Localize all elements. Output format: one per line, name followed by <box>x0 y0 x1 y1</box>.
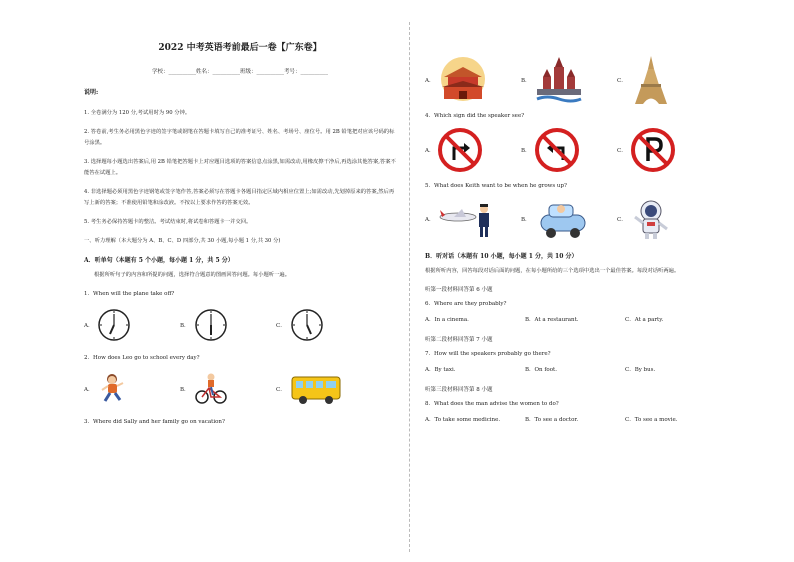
question-5: 5．What does Keith want to be when he grows up? <box>425 183 567 189</box>
q4-option-b[interactable] <box>521 128 617 172</box>
exam-title: 2022 中考英语考前最后一卷【广东卷】 <box>158 43 322 53</box>
q6-option-b[interactable]: B．At a restaurant. <box>525 317 579 323</box>
clock-icon <box>194 308 228 342</box>
dialog-2-label: 听第二段材料回答第 7 小题 <box>425 337 493 343</box>
note-5: 5. 考生务必保持答题卡的整洁。考试结束时,将试卷和答题卡一并交回。 <box>84 219 252 225</box>
no-parking-icon <box>631 128 675 172</box>
note-1: 1. 全卷满分为 120 分,考试用时为 90 分钟。 <box>84 110 191 116</box>
school-bus-icon <box>290 372 342 406</box>
option-letter: B． <box>180 323 190 329</box>
part-b-heading: B．听对话（本题有 10 小题，每小题 1 分，共 10 分） <box>425 253 578 260</box>
q7-option-c[interactable]: C．By bus. <box>625 367 656 373</box>
question-7: 7．How will the speakers probably go there? <box>425 351 551 357</box>
astronaut-icon <box>631 197 675 241</box>
q4-options <box>425 125 745 175</box>
boy-running-icon <box>97 372 127 406</box>
note-4: 4. 非选择题必须用黑色字迹钢笔或签字笔作答,答案必须写在答题卡各题目指定区域内相应位置上;如需改动,先划掉原来的答案,然后再写上新的答案；不准使用铅笔和涂改液。不按以上要求作答的答案无效。 <box>84 189 395 206</box>
q7-options <box>425 365 745 373</box>
q2-option-b[interactable] <box>180 372 276 406</box>
option-letter: B． <box>521 148 531 154</box>
option-letter: B． <box>521 217 531 223</box>
option-letter: C． <box>276 387 286 393</box>
note-3: 3. 选择题每小题选出答案后,用 2B 铅笔把答题卡上对应题目选项的答案信息点涂黑,如需改动,用橡皮擦干净后,再选涂其他答案,答案不能答在试题上。 <box>84 159 396 176</box>
option-letter: B． <box>180 387 190 393</box>
dialog-3-label: 听第三段材料回答第 8 小题 <box>425 387 493 393</box>
q1-options <box>84 303 396 347</box>
q6-option-a[interactable]: A．In a cinema. <box>425 317 469 323</box>
question-2: 2．How does Leo go to school every day? <box>84 355 200 361</box>
q2-option-a[interactable] <box>84 372 180 406</box>
boy-bicycle-icon <box>194 372 228 406</box>
q8-options <box>425 415 745 423</box>
option-letter: C． <box>276 323 286 329</box>
q7-option-b[interactable]: B．On foot. <box>525 367 557 373</box>
part-a-heading: A．听单句（本题有 5 个小题，每小题 1 分，共 5 分） <box>84 257 234 264</box>
q6-option-c[interactable]: C．At a party. <box>625 317 664 323</box>
student-info-line: 学校：__________姓名：__________班级：__________考号：__________ <box>151 69 328 75</box>
question-1: 1．When will the plane take off? <box>84 291 175 297</box>
q4-option-a[interactable] <box>425 128 521 172</box>
part-b-instruction: 根据所听内容，回答每段对话后面的问题，在每小题所给的三个选项中选出一个最佳答案。每段对话听两遍。 <box>425 268 680 274</box>
q1-option-b[interactable] <box>180 308 276 342</box>
cartoon-car-icon <box>535 197 591 241</box>
q8-option-c[interactable]: C．To see a movie. <box>625 417 678 423</box>
q3-option-c[interactable] <box>617 55 713 105</box>
q7-option-a[interactable]: A．By taxi. <box>425 367 456 373</box>
q8-option-a[interactable]: A．To take some medicine. <box>425 417 501 423</box>
clock-icon <box>290 308 324 342</box>
question-6: 6．Where are they probably? <box>425 301 507 307</box>
no-right-turn-icon <box>438 128 482 172</box>
option-letter: C． <box>617 78 627 84</box>
option-letter: A． <box>425 148 435 154</box>
q1-option-a[interactable] <box>84 308 180 342</box>
q3-options <box>425 55 745 105</box>
q1-option-c[interactable] <box>276 308 372 342</box>
question-8: 8．What does the man advise the women to do? <box>425 401 559 407</box>
option-letter: A． <box>84 323 94 329</box>
option-letter: B． <box>521 78 531 84</box>
q5-options <box>425 195 745 243</box>
option-letter: A． <box>425 78 435 84</box>
right-column <box>425 55 745 435</box>
option-letter: C． <box>617 217 627 223</box>
q5-option-c[interactable] <box>617 197 713 241</box>
no-left-turn-icon <box>535 128 579 172</box>
q8-option-b[interactable]: B．To see a doctor. <box>525 417 579 423</box>
q2-options <box>84 367 396 411</box>
notes-heading: 说明: <box>84 89 99 96</box>
option-letter: C． <box>617 148 627 154</box>
q2-option-c[interactable] <box>276 372 372 406</box>
q5-option-a[interactable] <box>425 197 521 241</box>
option-letter: A． <box>84 387 94 393</box>
question-4: 4．Which sign did the speaker see? <box>425 113 525 119</box>
q5-option-b[interactable] <box>521 197 617 241</box>
column-divider <box>409 22 410 552</box>
option-letter: A． <box>425 217 435 223</box>
note-2: 2. 答卷前,考生务必用黑色字迹的签字笔或钢笔在答题卡填写自己的准考证号、姓名、考场号、座位号。用 2B 铅笔把对应该号码的标号涂黑。 <box>84 129 395 146</box>
cathedral-icon <box>535 55 583 105</box>
section-1-heading: 一、听力理解（本大题分为 A、B、C、D 四部分,共 30 小题,每小题 1 分,共 30 分) <box>84 238 281 244</box>
q6-options <box>425 315 745 323</box>
q4-option-c[interactable] <box>617 128 713 172</box>
q3-option-a[interactable] <box>425 55 521 105</box>
question-3: 3．Where did Sally and her family go on vacation? <box>84 419 225 425</box>
forbidden-city-icon <box>438 55 488 105</box>
airplane-pilot-icon <box>438 197 494 241</box>
left-column <box>84 40 396 431</box>
dialog-1-label: 听第一段材料回答第 6 小题 <box>425 287 493 293</box>
part-a-instruction: 根据所听句子的内容和所提的问题，选择符合题意的图画回答问题。每小题听一遍。 <box>94 272 290 278</box>
clock-icon <box>97 308 131 342</box>
q3-option-b[interactable] <box>521 55 617 105</box>
eiffel-tower-icon <box>631 55 671 105</box>
